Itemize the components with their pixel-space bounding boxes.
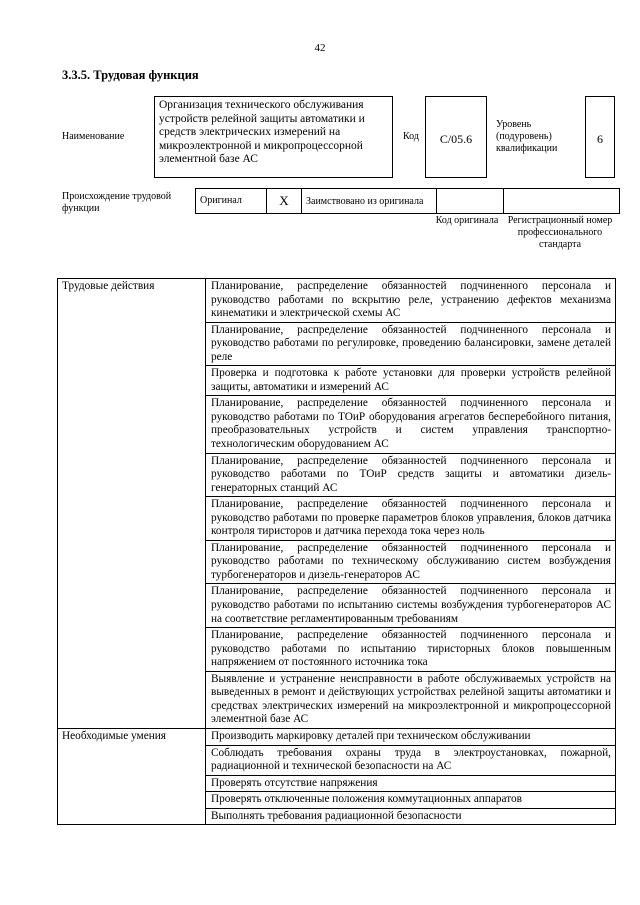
section-item-cell: Планирование, распределение обязанностей подчиненного персонала и руководство работами по вскрытию реле, устранению дефектов механизма кинематики и электрической схемы АС xyxy=(206,279,616,323)
section-item-cell: Соблюдать требования охраны труда в электроустановках, пожарной, радиационной и технической безопасности на АС xyxy=(206,745,616,775)
section-item-cell: Проверять отключенные положения коммутационных аппаратов xyxy=(206,792,616,809)
section-item-cell: Планирование, распределение обязанностей подчиненного персонала и руководство работами по испытанию системы возбуждения турбогенераторов АС на соответствие регламентированным требованиям xyxy=(206,584,616,628)
table-row xyxy=(58,279,616,323)
original-mark-cell: X xyxy=(267,189,302,214)
section-item-cell: Планирование, распределение обязанностей подчиненного персонала и руководство работами по проверке параметров блоков управления, блоков датчика контроля тиристоров и датчика перехода тока через ноль xyxy=(206,497,616,541)
table-row xyxy=(58,728,616,745)
origin-reg-cell xyxy=(504,189,620,214)
section-item-cell: Планирование, распределение обязанностей подчиненного персонала и руководство работами по испытанию тиристорных блоков повышенным напряжением от постоянного источника тока xyxy=(206,628,616,672)
origin-table xyxy=(195,188,620,214)
function-table xyxy=(57,278,616,825)
section-item-cell: Планирование, распределение обязанностей подчиненного персонала и руководство работами по регулировке, проведению балансировки, замене деталей реле xyxy=(206,322,616,366)
section-item-cell: Планирование, распределение обязанностей подчиненного персонала и руководство работами по техническому обслуживанию систем возбуждения турбогенераторов и дизель-генераторов АС xyxy=(206,540,616,584)
section-item-cell: Выявление и устранение неисправности в работе обслуживаемых устройств на выведенных в ремонт и действующих устройствах релейной защиты автоматики и средствах электрических измерений на микроэлектронной и микропроцессорной элементной базе АС xyxy=(206,671,616,728)
section-category-cell: Необходимые умения xyxy=(58,728,206,824)
level-value-box: 6 xyxy=(585,96,615,178)
code-label: Код xyxy=(403,131,419,142)
section-item-cell: Проверять отсутствие напряжения xyxy=(206,775,616,792)
function-name-box: Организация технического обслуживания устройств релейной защиты автоматики и средств электрических измерений на микроэлектронной и микропроцессорной элементной базе АС xyxy=(154,96,393,178)
section-item-cell: Планирование, распределение обязанностей подчиненного персонала и руководство работами по ТОиР средств защиты и автоматики дизель-генераторных станций АС xyxy=(206,453,616,497)
section-item-cell: Производить маркировку деталей при техническом обслуживании xyxy=(206,728,616,745)
section-item-cell: Проверка и подготовка к работе установки для проверки устройств релейной защиты, автоматики и измерений АС xyxy=(206,366,616,396)
original-label-cell: Оригинал xyxy=(196,189,267,214)
section-item-cell: Планирование, распределение обязанностей подчиненного персонала и руководство работами по ТОиР оборудования агрегатов бесперебойного питания, преобразовательных устройств и систем управления транспортно-технологическим оборудованием АС xyxy=(206,396,616,453)
section-item-cell: Выполнять требования радиационной безопасности xyxy=(206,808,616,825)
reg-number-caption: Регистрационный номер профессионального стандарта xyxy=(507,215,613,250)
page-number: 42 xyxy=(314,42,326,54)
code-original-caption: Код оригинала xyxy=(435,215,499,226)
function-code-box: С/05.6 xyxy=(425,96,487,178)
level-label: Уровень (подуровень) квалификации xyxy=(496,119,558,154)
borrowed-label-cell: Заимствовано из оригинала xyxy=(302,189,437,214)
section-title: 3.3.5. Трудовая функция xyxy=(62,68,199,82)
name-label: Наименование xyxy=(62,131,125,142)
origin-code-cell xyxy=(437,189,504,214)
section-category-cell: Трудовые действия xyxy=(58,279,206,729)
origin-label: Происхождение трудовой функции xyxy=(62,191,172,214)
